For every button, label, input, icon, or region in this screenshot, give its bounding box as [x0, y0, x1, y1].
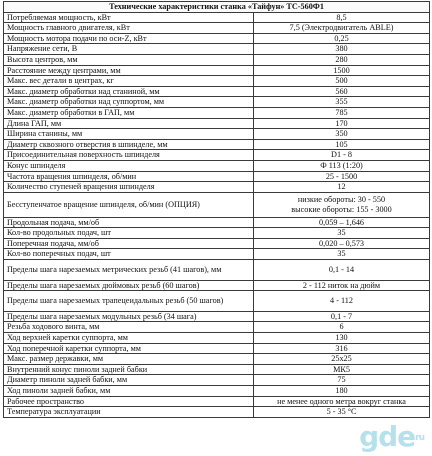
- spec-value: 280: [254, 54, 430, 65]
- spec-label: Температура эксплуатации: [4, 407, 254, 418]
- table-row: [4, 192, 430, 217]
- table-row: [4, 182, 430, 193]
- spec-label: Рабочее пространство: [4, 396, 254, 407]
- table-row: [4, 364, 430, 375]
- spec-value: 4 - 112: [254, 291, 430, 312]
- spec-label: Бесступенчатое вращение шпинделя, об/мин (ОПЦИЯ): [4, 192, 254, 217]
- table-row: [4, 23, 430, 34]
- spec-label: Ход верхней каретки суппорта, мм: [4, 333, 254, 344]
- spec-value: 5 - 35 °С: [254, 407, 430, 418]
- table-row: [4, 386, 430, 397]
- spec-value-line: низкие обороты: 30 - 550: [297, 195, 386, 205]
- spec-label: Пределы шага нарезаемых модульных резьб (34 шага): [4, 311, 254, 322]
- spec-value: 2 - 112 ниток на дюйм: [254, 280, 430, 291]
- spec-label: Поперечная подача, мм/об: [4, 238, 254, 249]
- spec-label: Расстояние между центрами, мм: [4, 65, 254, 76]
- table-row: [4, 333, 430, 344]
- spec-label: Пределы шага нарезаемых дюймовых резьб (60 шагов): [4, 280, 254, 291]
- spec-value: 1500: [254, 65, 430, 76]
- spec-value: 180: [254, 386, 430, 397]
- spec-value: 316: [254, 343, 430, 354]
- spec-value: 170: [254, 118, 430, 129]
- spec-label: Макс. вес детали в центрах, кг: [4, 76, 254, 87]
- spec-value: 0,059 – 1,646: [254, 217, 430, 228]
- spec-value: 0,1 - 7: [254, 311, 430, 322]
- table-row: [4, 44, 430, 55]
- spec-value: МК5: [254, 364, 430, 375]
- table-row: [4, 217, 430, 228]
- table-row: [4, 396, 430, 407]
- table-row: [4, 33, 430, 44]
- spec-value: [254, 192, 430, 217]
- spec-value: 380: [254, 44, 430, 55]
- table-title: Технические характеристики станка «Тайфун» ТС-560Ф1: [4, 2, 430, 13]
- spec-label: Напряжение сети, В: [4, 44, 254, 55]
- spec-value: 8,5: [254, 12, 430, 23]
- spec-label: Потребляемая мощность, кВт: [4, 12, 254, 23]
- spec-value: 355: [254, 97, 430, 108]
- table-row: [4, 97, 430, 108]
- spec-value: 500: [254, 76, 430, 87]
- table-row: [4, 407, 430, 418]
- spec-value: 0,1 - 14: [254, 260, 430, 281]
- spec-value: 35: [254, 228, 430, 239]
- spec-label: Пределы шага нарезаемых трапецеидальных резьб (50 шагов): [4, 291, 254, 312]
- table-row: [4, 107, 430, 118]
- spec-label: Резьба ходового винта, мм: [4, 322, 254, 333]
- table-row: [4, 260, 430, 281]
- spec-label: Конус шпинделя: [4, 160, 254, 171]
- spec-value: 0,020 – 0,573: [254, 238, 430, 249]
- spec-value: 6: [254, 322, 430, 333]
- spec-value: 25x25: [254, 354, 430, 365]
- table-row: [4, 76, 430, 87]
- watermark-text: gde: [359, 420, 416, 453]
- spec-label: Макс. диаметр обработки над суппортом, мм: [4, 97, 254, 108]
- spec-label: Диаметр пиноли задней бабки, мм: [4, 375, 254, 386]
- spec-label: Мощность мотора подачи по оси-Z, кВт: [4, 33, 254, 44]
- spec-table: [3, 1, 430, 418]
- spec-value: 130: [254, 333, 430, 344]
- table-title-row: [4, 2, 430, 13]
- spec-value: 7,5 (Электродвигатель ABLE): [254, 23, 430, 34]
- spec-label: Кол-во поперечных подач, шт: [4, 249, 254, 260]
- spec-label: Количество ступеней вращения шпинделя: [4, 182, 254, 193]
- table-row: [4, 343, 430, 354]
- table-row: [4, 54, 430, 65]
- spec-value: 105: [254, 139, 430, 150]
- table-row: [4, 249, 430, 260]
- table-row: [4, 86, 430, 97]
- spec-value: 35: [254, 249, 430, 260]
- table-row: [4, 118, 430, 129]
- spec-label: Кол-во продольных подач, шт: [4, 228, 254, 239]
- spec-label: Частота вращения шпинделя, об/мин: [4, 171, 254, 182]
- table-row: [4, 354, 430, 365]
- spec-label: Макс. диаметр обработки в ГАП, мм: [4, 107, 254, 118]
- spec-value: D1 - 8: [254, 150, 430, 161]
- spec-label: Ширина станины, мм: [4, 129, 254, 140]
- spec-label: Пределы шага нарезаемых метрических резьб (41 шагов), мм: [4, 260, 254, 281]
- watermark-suffix: ru: [415, 433, 424, 443]
- table-row: [4, 150, 430, 161]
- spec-label: Макс. размер державки, мм: [4, 354, 254, 365]
- table-row: [4, 280, 430, 291]
- spec-label: Мощность главного двигателя, кВт: [4, 23, 254, 34]
- spec-body: [4, 12, 430, 417]
- spec-value: 785: [254, 107, 430, 118]
- spec-label: Диаметр сквозного отверстия в шпинделе, мм: [4, 139, 254, 150]
- spec-value: Ф 113 (1:20): [254, 160, 430, 171]
- spec-label: Макс. диаметр обработки над станиной, мм: [4, 86, 254, 97]
- spec-value: 0,25: [254, 33, 430, 44]
- table-row: [4, 228, 430, 239]
- spec-label: Присоединительная поверхность шпинделя: [4, 150, 254, 161]
- spec-label: Продольная подача, мм/об: [4, 217, 254, 228]
- spec-value: 25 - 1500: [254, 171, 430, 182]
- spec-label: Высота центров, мм: [4, 54, 254, 65]
- table-row: [4, 139, 430, 150]
- table-row: [4, 171, 430, 182]
- table-row: [4, 291, 430, 312]
- spec-value-line: высокие обороты: 155 - 3000: [291, 204, 392, 214]
- table-row: [4, 375, 430, 386]
- spec-value: не менее одного метра вокруг станка: [254, 396, 430, 407]
- table-row: [4, 65, 430, 76]
- table-row: [4, 160, 430, 171]
- spec-value: 12: [254, 182, 430, 193]
- table-row: [4, 311, 430, 322]
- spec-label: Длина ГАП, мм: [4, 118, 254, 129]
- spec-value: 75: [254, 375, 430, 386]
- table-row: [4, 129, 430, 140]
- watermark-logo: [359, 420, 424, 453]
- spec-value: 350: [254, 129, 430, 140]
- spec-label: Ход поперечной каретки суппорта, мм: [4, 343, 254, 354]
- spec-label: Внутренний конус пиноли задней бабки: [4, 364, 254, 375]
- spec-value: 560: [254, 86, 430, 97]
- spec-label: Ход пиноли задней бабки, мм: [4, 386, 254, 397]
- table-row: [4, 322, 430, 333]
- table-row: [4, 12, 430, 23]
- table-row: [4, 238, 430, 249]
